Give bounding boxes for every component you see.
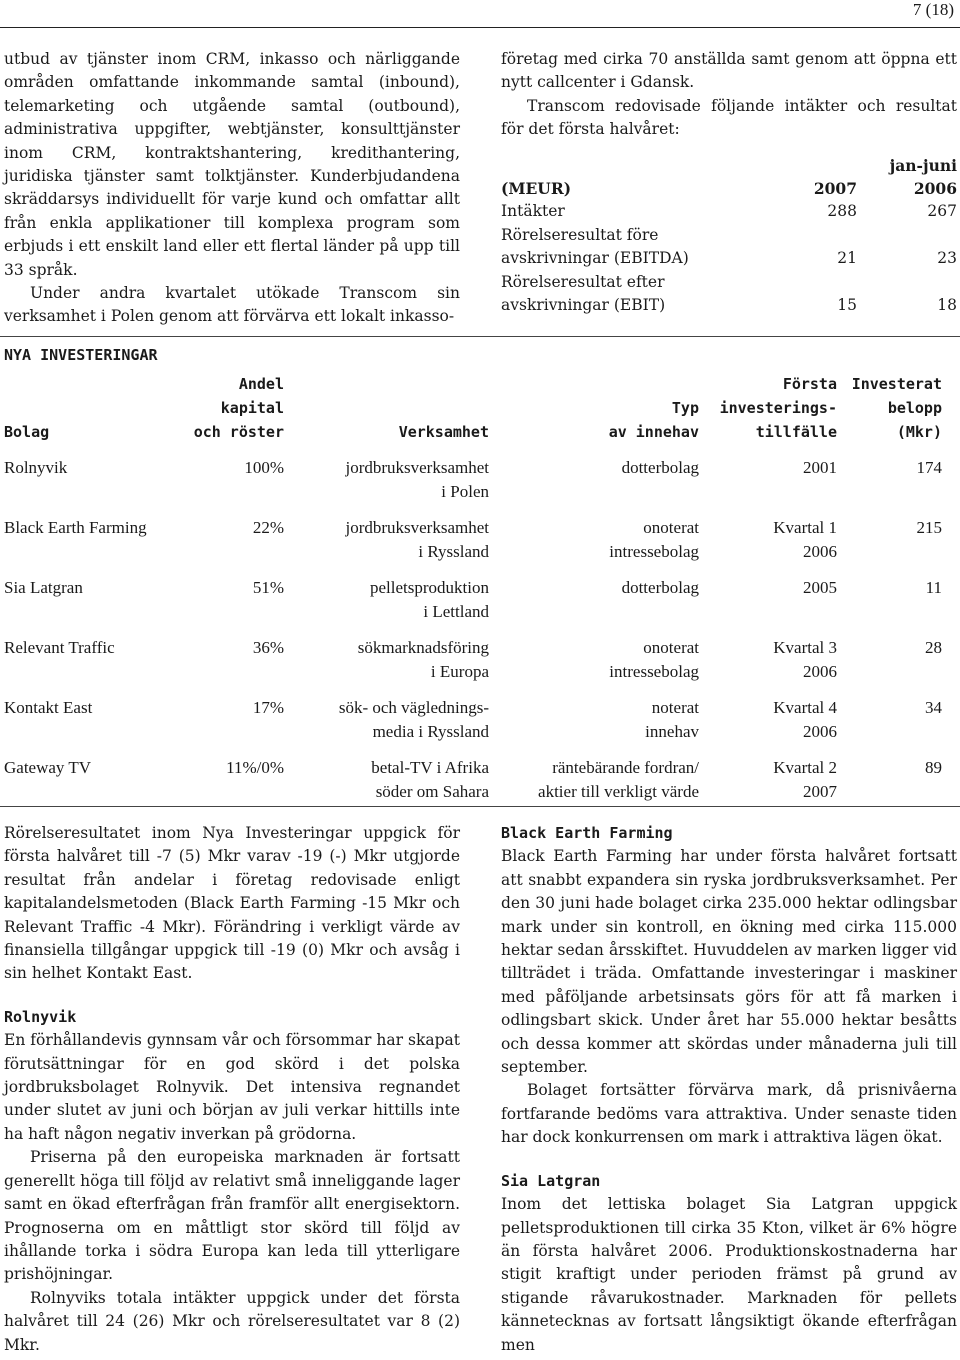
cell-bolag: Kontakt East xyxy=(4,698,93,717)
cell-line: söder om Sahara xyxy=(375,782,489,801)
cell-typ xyxy=(489,636,699,684)
cell-line: Kvartal 1 xyxy=(773,518,837,537)
cell-line: jordbruksverksamhet xyxy=(345,518,489,537)
results-cell-label: avskrivningar (EBIT) xyxy=(501,296,666,315)
cell-line: intressebolag xyxy=(609,662,699,681)
cell-belopp: 11 xyxy=(925,578,942,597)
table-row xyxy=(4,456,942,504)
cell-typ xyxy=(489,516,699,564)
cell-typ xyxy=(489,576,699,624)
cell-line: dotterbolag xyxy=(621,578,699,597)
paragraph: Rörelseresultatet inom Nya Investeringar uppgick för första halvåret till -7 (5) Mkr varav -19 (-) Mkr utgjorde resultat från andelar i företag redovisade enligt kapitalandelsmetoden (Black Earth Farming -15 Mkr och Relevant Traffic -4 Mkr). Förändring i verkligt värde av finansiella tillgångar uppgick till -19 (0) Mkr och avsåg i sin helhet Kontakt East. xyxy=(4,824,460,983)
cell-forsta xyxy=(699,576,837,624)
results-year2: 2006 xyxy=(913,179,957,199)
cell-line: dotterbolag xyxy=(621,458,699,477)
cell-bolag: Gateway TV xyxy=(4,758,92,777)
cell-typ xyxy=(489,756,699,804)
text-column-top-left xyxy=(4,48,460,329)
cell-belopp: 215 xyxy=(916,518,942,537)
cell-line: onoterat xyxy=(643,518,699,537)
cell-line: jordbruksverksamhet xyxy=(345,458,489,477)
cell-andel: 17% xyxy=(252,698,284,717)
cell-forsta xyxy=(699,516,837,564)
results-cell-v1 xyxy=(707,224,857,247)
cell-belopp: 34 xyxy=(925,698,942,717)
cell-line: noterat xyxy=(651,698,699,717)
cell-andel: 11%/0% xyxy=(226,758,284,777)
paragraph: Black Earth Farming har under första halvåret fortsatt att snabbt expandera sin ryska jordbruksverksamhet. Per den 30 juni hade bolaget cirka 235.000 hektar odlingsbar mark under sin kontroll, en ökning med cirka 115.000 hektar sedan årsskiftet. Huvuddelen av marken ligger vid tillträdet i träda. Omfattande investeringar i maskiner med påföljande arbetsinsats görs för att få marken i odlingsbart skick. Under året har 55.000 hektar besåtts och dessa kommer att skördas under månaderna juli till september. xyxy=(501,847,957,1077)
table-row xyxy=(4,696,942,744)
cell-line: media i Ryssland xyxy=(372,722,489,741)
cell-forsta xyxy=(699,756,837,804)
results-row xyxy=(501,224,957,247)
cell-line: 2006 xyxy=(803,662,837,681)
cell-belopp: 28 xyxy=(925,638,942,657)
cell-line: sök- och väglednings- xyxy=(338,698,489,717)
results-cell-v2 xyxy=(857,271,957,294)
cell-forsta xyxy=(699,636,837,684)
investments-table xyxy=(4,372,942,804)
cell-line: onoterat xyxy=(643,638,699,657)
paragraph: Priserna på den europeiska marknaden är fortsatt generellt höga till följd av relativt små inneliggande lager samt en ökad efterfrågan från framför allt energisektorn. Prognoserna om en måttligt stor skörd till följd av ihållande torka i södra Europa kan leda till ytterligare prishöjningar. xyxy=(4,1148,460,1284)
cell-line: 2001 xyxy=(803,458,837,477)
cell-line: aktier till verkligt värde xyxy=(538,782,699,801)
cell-belopp: 174 xyxy=(916,458,942,477)
results-year1: 2007 xyxy=(813,179,857,199)
cell-verksamhet xyxy=(284,516,489,564)
page-number: 7 (18) xyxy=(912,0,954,19)
cell-line: i Ryssland xyxy=(418,542,489,561)
cell-verksamhet xyxy=(284,696,489,744)
results-cell-v1: 288 xyxy=(827,202,857,221)
cell-andel: 51% xyxy=(252,578,284,597)
cell-line: räntebärande fordran/ xyxy=(552,758,699,777)
cell-line: intressebolag xyxy=(609,542,699,561)
paragraph: En förhållandevis gynnsam vår och försommar har skapat förutsättningar för en god skörd i det polska jordbruksbolaget Rolnyvik. Det intensiva regnandet under slutet av juni och början av juli verkar hittills inte ha haft någon negativ inverkan på grödorna. xyxy=(4,1031,460,1143)
cell-bolag: Sia Latgran xyxy=(4,578,83,597)
cell-forsta xyxy=(699,456,837,504)
cell-forsta xyxy=(699,696,837,744)
cell-typ xyxy=(489,456,699,504)
header-rule xyxy=(0,27,960,28)
header-investerat: Investerat belopp (Mkr) xyxy=(851,375,942,441)
cell-line: 2005 xyxy=(803,578,837,597)
cell-bolag: Rolnyvik xyxy=(4,458,68,477)
paragraph: Rolnyviks totala intäkter uppgick under det första halvåret till 24 (26) Mkr och rörelseresultatet var 8 (2) Mkr. xyxy=(4,1288,460,1354)
cell-verksamhet xyxy=(284,456,489,504)
table-bottom-rule xyxy=(0,806,960,807)
investments-title: NYA INVESTERINGAR xyxy=(4,346,158,364)
text-column-top-right xyxy=(501,48,957,317)
section-heading-rolnyvik: Rolnyvik xyxy=(4,1007,77,1026)
cell-line: Kvartal 3 xyxy=(773,638,837,657)
table-row xyxy=(4,576,942,624)
cell-andel: 22% xyxy=(252,518,284,537)
results-row xyxy=(501,294,957,317)
cell-typ xyxy=(489,696,699,744)
cell-line: 2006 xyxy=(803,542,837,561)
cell-belopp: 89 xyxy=(925,758,942,777)
cell-line: Kvartal 2 xyxy=(773,758,837,777)
cell-verksamhet xyxy=(284,576,489,624)
header-bolag: Bolag xyxy=(4,423,50,441)
header-andel: Andel kapital och röster xyxy=(193,375,284,441)
results-row xyxy=(501,247,957,270)
cell-line: 2007 xyxy=(803,782,837,801)
header-verksamhet: Verksamhet xyxy=(398,423,489,441)
section-heading-sia-latgran: Sia Latgran xyxy=(501,1171,601,1190)
results-table xyxy=(501,154,957,318)
cell-andel: 36% xyxy=(252,638,284,657)
paragraph: utbud av tjänster inom CRM, inkasso och närliggande områden omfattande inkommande samtal (inbound), telemarketing och utgående samtal (outbound), administrativa uppgifter, webtjänster, konsulttjänster inom CRM, kontraktshantering, kredithantering, juridiska tjänster samt tolktjänster. Kunderbjudandena skräddarsys individuellt för varje kund och omfattar allt från enkla applikationer till komplexa program som erbjuds i ett enskilt land eller ett flertal länder på upp till 33 språk. xyxy=(4,50,460,279)
cell-verksamhet xyxy=(284,756,489,804)
paragraph: Inom det lettiska bolaget Sia Latgran uppgick pelletsproduktionen till cirka 35 Kton, vilket är 6% högre än första halvåret 2006. Produktionskostnaderna har stigit kraftigt under perioden främst på grund av stigande råvarukostnader. Marknaden för pellets kännetecknas av fortsatt långsiktigt ökande efterfrågan men xyxy=(501,1195,957,1354)
paragraph: företag med cirka 70 anställda samt genom att öppna ett nytt callcenter i Gdansk. xyxy=(501,50,957,92)
table-row xyxy=(4,756,942,804)
results-cell-v2: 267 xyxy=(927,202,957,221)
cell-line: innehav xyxy=(645,722,699,741)
cell-line: pelletsproduktion xyxy=(370,578,489,597)
results-row xyxy=(501,200,957,223)
results-cell-v1: 15 xyxy=(837,296,857,315)
table-row xyxy=(4,516,942,564)
results-cell-v1: 21 xyxy=(837,249,857,268)
results-row xyxy=(501,271,957,294)
results-cell-label: Rörelseresultat efter xyxy=(501,272,665,291)
cell-line: i Polen xyxy=(441,482,489,501)
cell-line: betal-TV i Afrika xyxy=(371,758,489,777)
text-column-bottom-left xyxy=(4,822,460,1357)
investments-header xyxy=(4,372,942,444)
results-cell-v2: 23 xyxy=(937,249,957,268)
results-cell-v2: 18 xyxy=(937,296,957,315)
cell-bolag: Relevant Traffic xyxy=(4,638,115,657)
results-cell-v2 xyxy=(857,224,957,247)
cell-bolag: Black Earth Farming xyxy=(4,518,147,537)
paragraph: Transcom redovisade följande intäkter och resultat för det första halvåret: xyxy=(501,96,957,139)
results-cell-label: avskrivningar (EBITDA) xyxy=(501,249,689,268)
paragraph: Under andra kvartalet utökade Transcom sin verksamhet i Polen genom att förvärva ett lokalt inkasso- xyxy=(4,284,460,326)
results-cell-label: Intäkter xyxy=(501,202,565,221)
results-unit-header: (MEUR) xyxy=(501,179,572,199)
cell-line: 2006 xyxy=(803,722,837,741)
cell-line: i Europa xyxy=(430,662,489,681)
cell-line: Kvartal 4 xyxy=(773,698,837,717)
cell-verksamhet xyxy=(284,636,489,684)
text-column-bottom-right xyxy=(501,822,957,1357)
cell-line: sökmarknadsföring xyxy=(357,638,489,657)
section-heading-black-earth-farming: Black Earth Farming xyxy=(501,824,673,842)
results-period-header: jan-juni xyxy=(889,155,957,175)
results-cell-label: Rörelseresultat före xyxy=(501,225,659,244)
header-forsta: Första investerings- tillfälle xyxy=(719,375,837,441)
results-cell-v1 xyxy=(707,271,857,294)
cell-line: i Lettland xyxy=(423,602,489,621)
header-typ: Typ av innehav xyxy=(608,399,699,441)
table-row xyxy=(4,636,942,684)
table-top-rule xyxy=(0,336,960,337)
paragraph: Bolaget fortsätter förvärva mark, då prisnivåerna fortfarande bedöms vara attraktiva. Under senaste tiden har dock konkurrensen om mark i attraktiva lägen ökat. xyxy=(501,1081,957,1147)
cell-andel: 100% xyxy=(244,458,284,477)
